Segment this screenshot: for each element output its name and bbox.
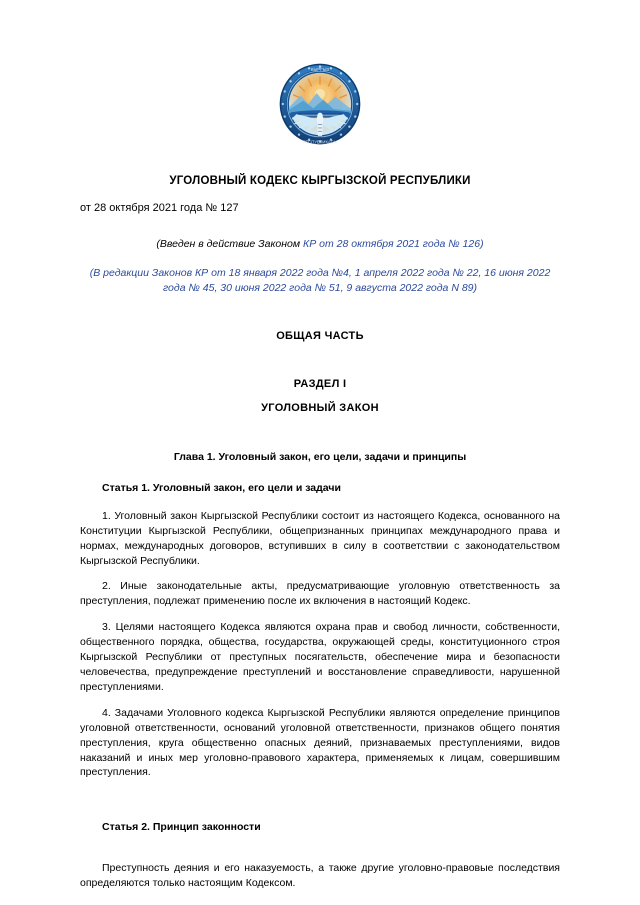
section-title: УГОЛОВНЫЙ ЗАКОН [261, 402, 379, 415]
part-title: ОБЩАЯ ЧАСТЬ [276, 330, 364, 343]
article-1-paragraph-3: 3. Целями настоящего Кодекса являются охрана прав и свобод личности, собственности, общественного порядка, общества, государства, окружающей среды, конституционного строя Кыргызской Республики от преступных посягательств, обеспечение мира и безопасности человечества, предупреждение преступлений и восстановление справедливости, нарушенной преступлениями. [80, 621, 560, 693]
enacted-law-link[interactable]: КР от 28 октября 2021 года № 126) [303, 238, 484, 251]
document-title: УГОЛОВНЫЙ КОДЕКС КЫРГЫЗСКОЙ РЕСПУБЛИКИ [169, 175, 471, 187]
article-1-paragraph-2: 2. Иные законодательные акты, предусматривающие уголовную ответственность за преступления, подлежат применению после их включения в настоящий Кодекс. [80, 580, 560, 608]
chapter-title: Глава 1. Уголовный закон, его цели, задачи и принципы [173, 451, 467, 464]
svg-text:РЕСПУБЛИКАСЫ: РЕСПУБЛИКАСЫ [302, 139, 338, 145]
svg-text:КЫРГЫЗ: КЫРГЫЗ [310, 66, 330, 72]
article-2-paragraph-1: Преступность деяния и его наказуемость, а также другие уголовно-правовые последствия определяются только настоящим Кодексом. [80, 862, 560, 889]
document-date-line: от 28 октября 2021 года № 127 [80, 201, 239, 214]
revisions-line[interactable]: (В редакции Законов КР от 18 января 2022 года №4, 1 апреля 2022 года № 22, 16 июня 2022 года № 45, 30 июня 2022 года № 51, 9 августа 2022 года N 89) [89, 267, 551, 295]
enacted-by-line [80, 237, 560, 252]
article-1-paragraph-1: 1. Уголовный закон Кыргызской Республики состоит из настоящего Кодекса, основанного на Конституции Кыргызской Республики, общепризнанных принципах международного права и нормах, международных договоров, вступивших в силу в соответствии с законодательством Кыргызской Республики. [80, 509, 560, 567]
section-number: РАЗДЕЛ I [293, 378, 347, 391]
article-2-heading: Статья 2. Принцип законности [102, 821, 261, 834]
emblem-container [80, 0, 560, 146]
article-1-paragraph-4: 4. Задачами Уголовного кодекса Кыргызской Республики являются определение принципов уголовной ответственности, оснований уголовной ответственности, признаков общего понятия преступления, круга общественно опасных деяний, признаваемых преступлениями, видов наказаний и иных мер уголовно-правового характера, применяемых к лицам, совершившим преступления. [80, 706, 560, 779]
enacted-prefix: (Введен в действие Законом [156, 238, 304, 251]
article-1-heading: Статья 1. Уголовный закон, его цели и задачи [102, 482, 341, 495]
coat-of-arms-kyrgyz-republic-icon [278, 62, 362, 146]
